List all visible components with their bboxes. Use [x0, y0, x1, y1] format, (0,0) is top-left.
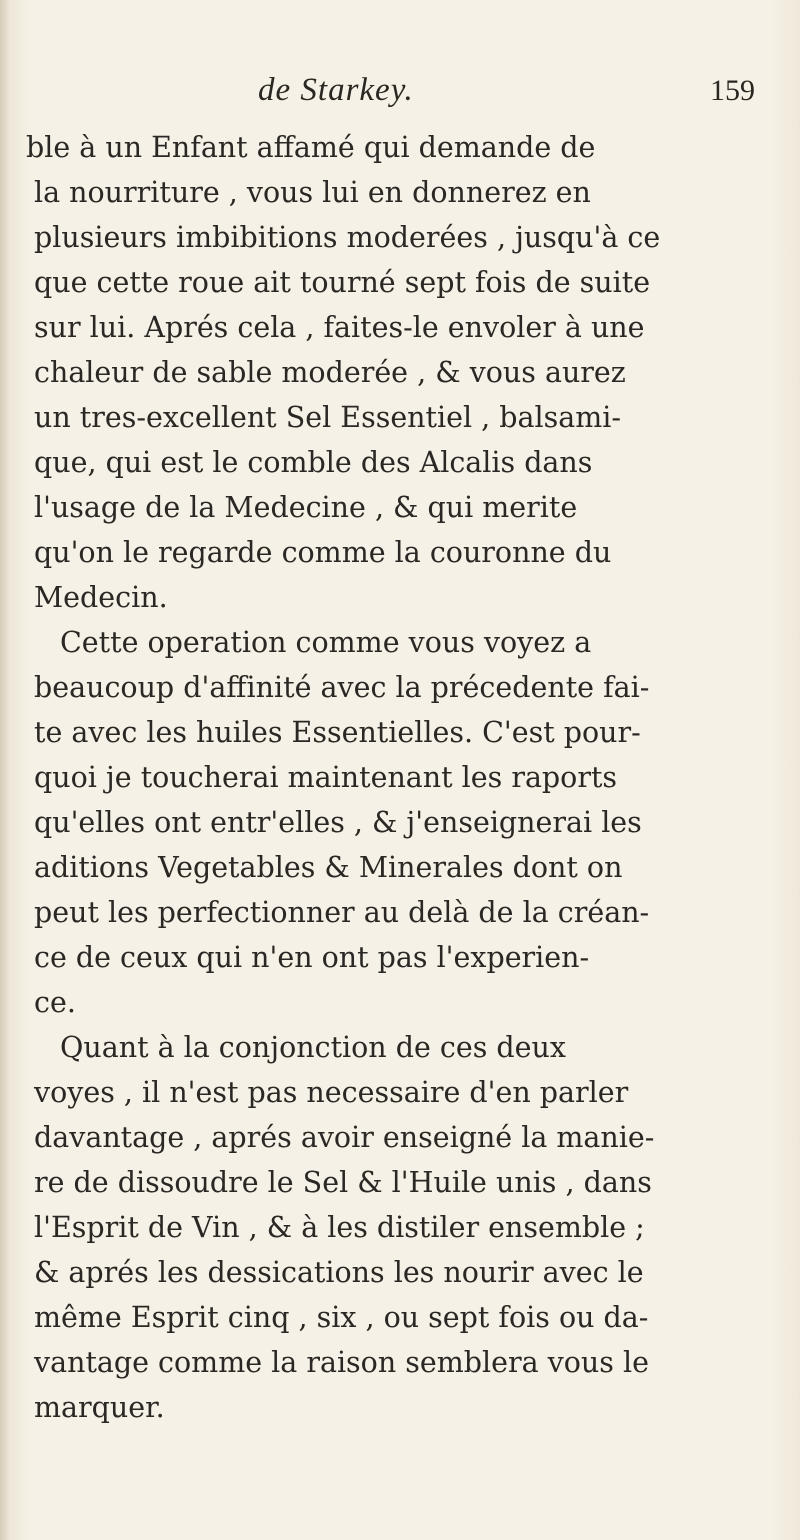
page-gutter-shadow [0, 0, 10, 1540]
text-line: même Esprit cinq , six , ou sept fois ou da- [34, 1301, 649, 1334]
text-line: que cette roue ait tourné sept fois de suite [34, 266, 651, 299]
text-line: voyes , il n'est pas necessaire d'en parler [34, 1076, 629, 1109]
text-line: l'Esprit de Vin , & à les distiler ensemble ; [34, 1211, 645, 1244]
text-line: re de dissoudre le Sel & l'Huile unis , dans [34, 1166, 652, 1199]
text-line: te avec les huiles Essentielles. C'est pour- [34, 716, 641, 749]
text-line: que, qui est le comble des Alcalis dans [34, 446, 593, 479]
running-title: de Starkey. [258, 72, 414, 108]
text-line: peut les perfectionner au delà de la créan- [34, 896, 650, 929]
text-line: Quant à la conjonction de ces deux [60, 1031, 566, 1064]
text-line: vantage comme la raison semblera vous le [34, 1346, 649, 1379]
page-number: 159 [710, 74, 755, 107]
text-line: quoi je toucherai maintenant les raports [34, 761, 618, 794]
text-line: plusieurs imbibitions moderées , jusqu'à ce [34, 221, 661, 254]
text-line: sur lui. Aprés cela , faites-le envoler à une [34, 311, 645, 344]
text-line: ble à un Enfant affamé qui demande de [26, 131, 596, 164]
text-line: l'usage de la Medecine , & qui merite [34, 491, 578, 524]
text-line: Cette operation comme vous voyez a [60, 626, 592, 659]
text-line: & aprés les dessications les nourir avec le [34, 1256, 644, 1289]
text-line: ce de ceux qui n'en ont pas l'experien- [34, 941, 590, 974]
text-line: la nourriture , vous lui en donnerez en [34, 176, 591, 209]
text-line: aditions Vegetables & Minerales dont on [34, 851, 623, 884]
text-line: marquer. [34, 1391, 165, 1424]
text-line: Medecin. [34, 581, 168, 614]
text-line: chaleur de sable moderée , & vous aurez [34, 356, 626, 389]
text-line: ce. [34, 986, 76, 1019]
text-line: davantage , aprés avoir enseigné la manie- [34, 1121, 655, 1154]
text-line: beaucoup d'affinité avec la précedente fai- [34, 671, 650, 704]
text-line: qu'elles ont entr'elles , & j'enseignerai les [34, 806, 642, 839]
text-line: un tres-excellent Sel Essentiel , balsami- [34, 401, 622, 434]
text-line: qu'on le regarde comme la couronne du [34, 536, 612, 569]
